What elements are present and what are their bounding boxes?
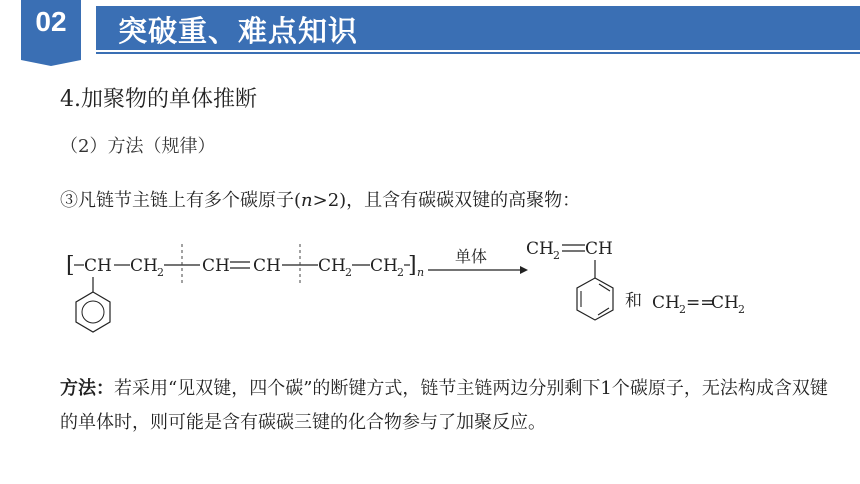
polymer-ch-2: CH (202, 256, 230, 276)
title-underline (96, 52, 860, 54)
page-title: 突破重、难点知识 (118, 14, 359, 48)
arrow-label: 单体 (455, 247, 488, 266)
and-word: 和 (625, 291, 642, 311)
ethylene-ch2-b: CH (711, 293, 739, 313)
ethylene-bond: == (686, 293, 715, 313)
rule-suffix: >2)，且含有碳碳双键的高聚物： (312, 190, 581, 211)
ethylene-sub-b: 2 (738, 303, 745, 316)
polymer-ch2-2: CH (318, 256, 346, 276)
left-bracket: [ (66, 253, 75, 278)
polymer-ch2-1-sub: 2 (157, 266, 164, 279)
subheading: （2）方法（规律） (60, 136, 216, 157)
monomer-ch2: CH (526, 239, 554, 259)
rule-text (60, 186, 580, 212)
rule-variable: n (301, 190, 313, 211)
ethylene-ch2-a: CH (652, 293, 680, 313)
polymer-ch2-3: CH (370, 256, 398, 276)
polymer-ch2-2-sub: 2 (345, 266, 352, 279)
polymer-ch-3: CH (253, 256, 281, 276)
ethylene-sub-a: 2 (679, 303, 686, 316)
monomer-ch2-sub: 2 (553, 249, 560, 262)
polymer-ch2-1: CH (130, 256, 158, 276)
monomer-ch: CH (585, 239, 613, 259)
reaction-diagram (60, 230, 800, 350)
method-label: 方法： (60, 378, 114, 399)
section-heading: 4.加聚物的单体推断 (60, 87, 257, 112)
right-bracket: ] (408, 253, 417, 278)
method-paragraph (60, 372, 840, 440)
polymer-n: n (417, 266, 425, 279)
polymer-ch2-3-sub: 2 (397, 266, 404, 279)
rule-prefix: ③凡链节主链上有多个碳原子( (60, 190, 302, 211)
section-number: 02 (35, 6, 67, 37)
method-text: 若采用“见双键，四个碳”的断键方式，链节主链两边分别剩下1个碳原子，无法构成含双键的单体时，则可能是含有碳碳三键的化合物参与了加聚反应。 (60, 378, 828, 433)
polymer-ch-1: CH (84, 256, 112, 276)
